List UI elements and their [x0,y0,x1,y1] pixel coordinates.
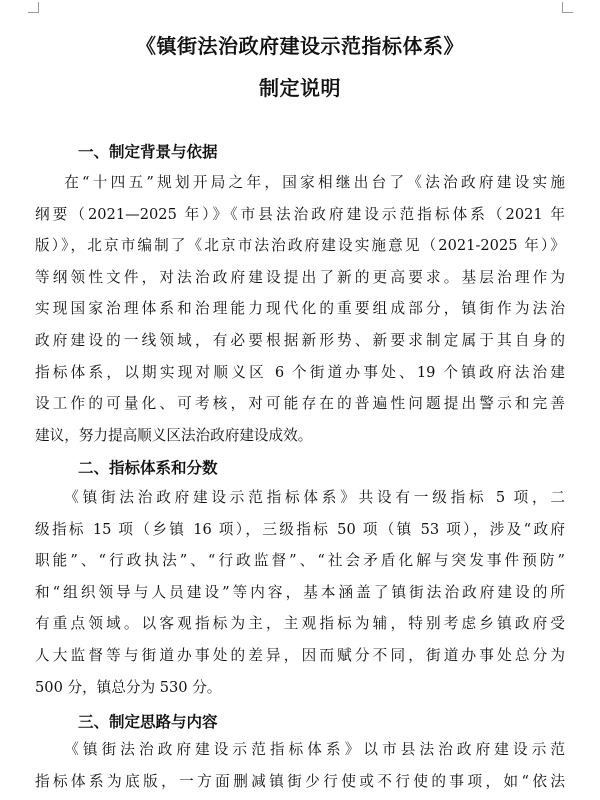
paragraph-line: 等纲领性文件，对法治政府建设提出了新的更高要求。基层治理作为 [35,268,565,286]
paragraph-line: 实现国家治理体系和治理能力现代化的重要组成部分，镇街作为法治 [35,300,565,318]
section-heading-approach: 三、制定思路与内容 [78,712,218,731]
paragraph-line: 版）》，北京市编制了《北京市法治政府建设实施意见（2021-2025 年）》 [35,237,565,255]
paragraph-line: 设工作的可量化、可考核，对可能存在的普遍性问题提出警示和完善 [35,395,565,413]
margin-corner-mark-left [28,2,39,13]
paragraph-line: 500 分，镇总分为 530 分。 [35,678,222,696]
section-heading-indicators: 二、指标体系和分数 [78,458,218,477]
paragraph-line: 《镇街法治政府建设示范指标体系》以市县法治政府建设示范 [64,741,565,758]
paragraph-line: 纲要（2021—2025 年）》《市县法治政府建设示范指标体系（2021 年 [35,205,565,223]
document-subtitle: 制定说明 [259,76,341,100]
paragraph-line: 和“组织领导与人员建设”等内容，基本涵盖了镇街法治政府建设的所 [35,583,565,601]
section-paragraph-approach [35,734,565,797]
paragraph-line: 指标体系，以期实现对顺义区 6 个街道办事处、19 个镇政府法治建 [35,363,565,381]
paragraph-line: 政府建设的一线领域，有必要根据新形势、新要求制定属于其自身的 [35,331,565,349]
document-title: 《镇街法治政府建设示范指标体系》 [136,34,464,58]
section-paragraph-background [35,167,565,451]
paragraph-line: 级指标 15 项（乡镇 16 项），三级指标 50 项（镇 53 项），涉及“政府 [35,520,565,538]
margin-corner-mark-right [562,2,573,13]
paragraph-line: 有重点领域。以客观指标为主，主观指标为辅，特别考虑乡镇政府受 [35,615,565,633]
section-heading-background: 一、制定背景与依据 [78,142,218,161]
paragraph-line: 指标体系为底版，一方面删减镇街少行使或不行使的事项，如“依法 [35,772,565,790]
section-paragraph-indicators [35,482,565,703]
paragraph-line: 人大监督等与街道办事处的差异，因而赋分不同，街道办事处总分为 [35,646,565,664]
paragraph-line: 建议，努力提高顺义区法治政府建设成效。 [35,426,313,444]
paragraph-line: 职能”、“行政执法”、“行政监督”、“社会矛盾化解与突发事件预防” [35,552,565,570]
paragraph-line: 在“十四五”规划开局之年，国家相继出台了《法治政府建设实施 [64,174,565,191]
paragraph-line: 《镇街法治政府建设示范指标体系》共设有一级指标 5 项，二 [64,489,565,506]
